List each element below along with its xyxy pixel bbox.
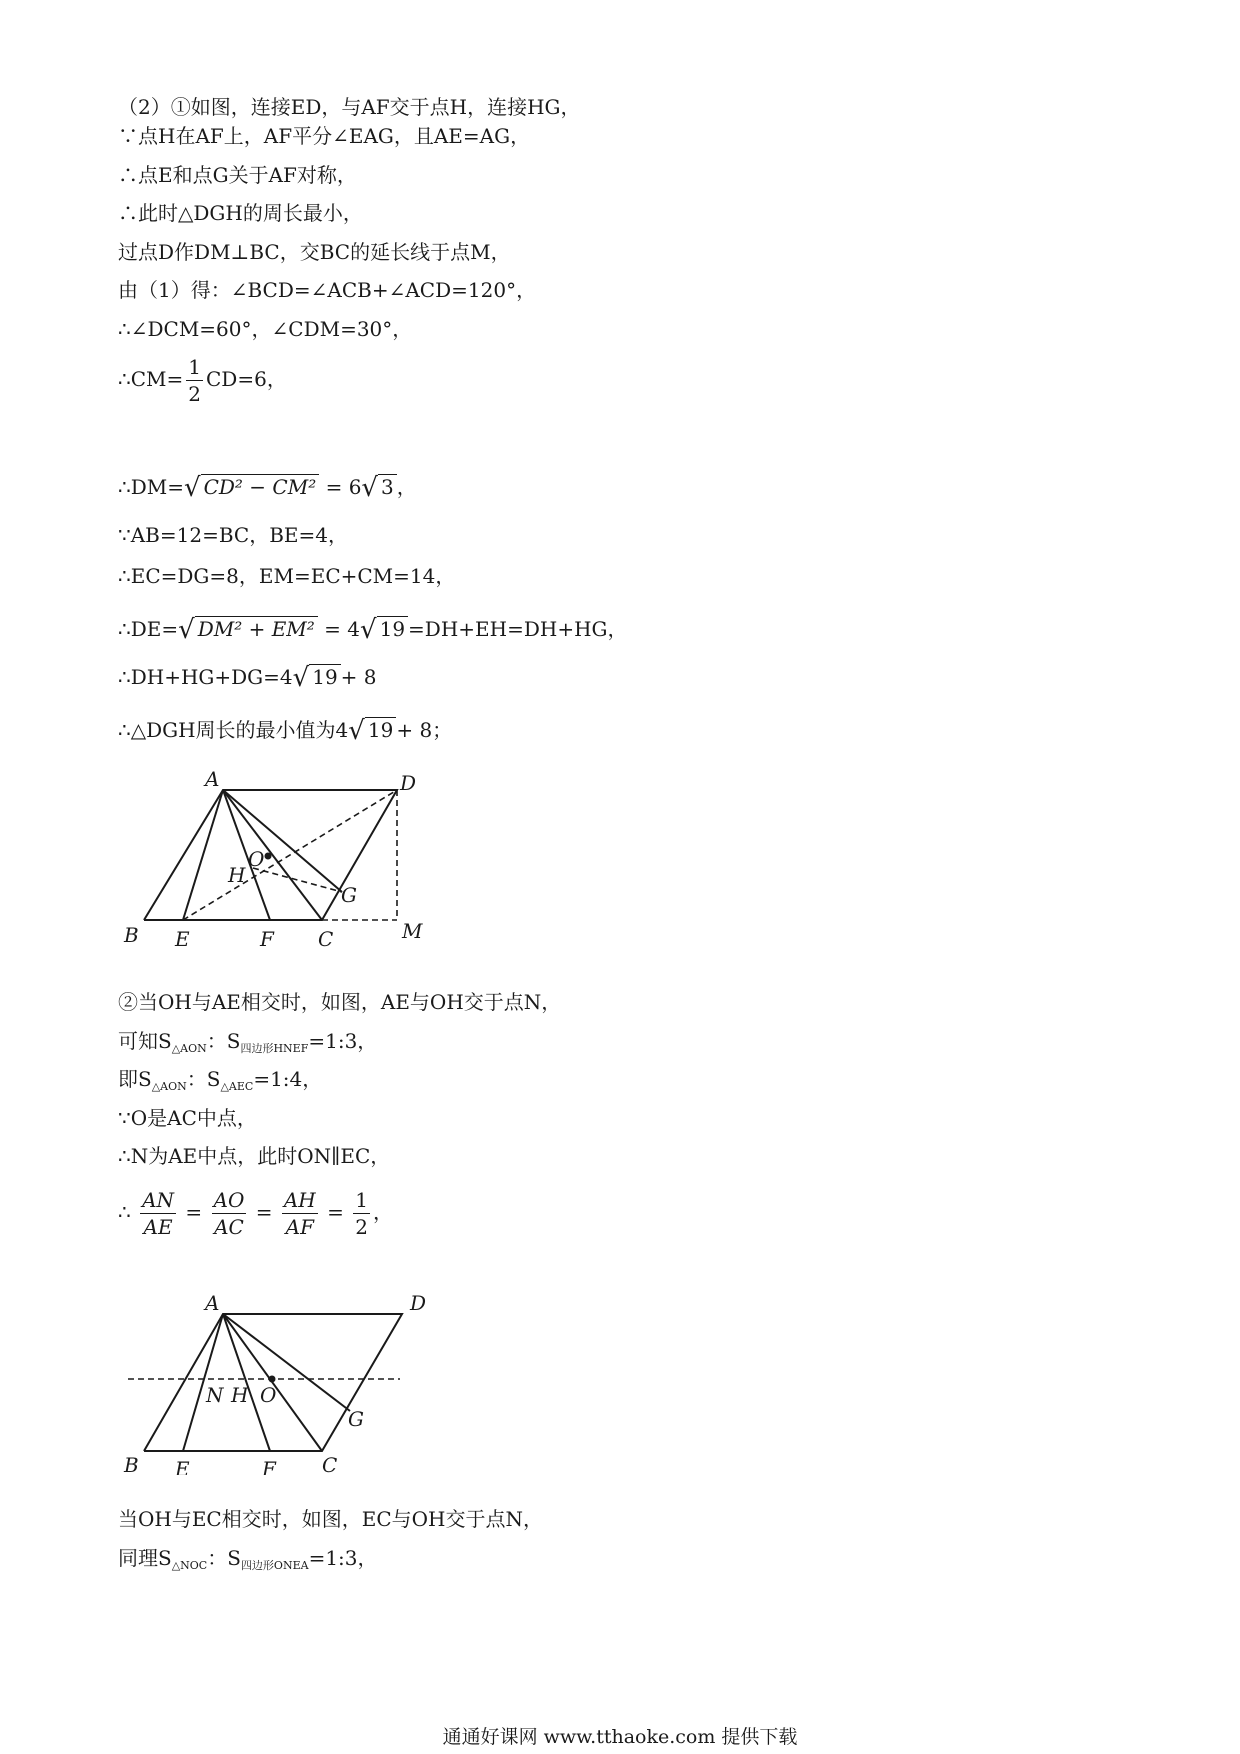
page-footer: 通通好课网 www.tthaoke.com 提供下载 (442, 1726, 798, 1748)
radicand: 19 (309, 664, 340, 689)
min-pre: ∴△DGH周长的最小值为4 (118, 718, 349, 742)
point-o (265, 853, 272, 860)
t: ：S (207, 1546, 241, 1570)
numerator: 1 (188, 355, 201, 379)
text-line: 当OH与EC相交时，如图，EC与OH交于点N， (118, 1507, 543, 1531)
min-value-line (118, 717, 452, 744)
min-post: + 8； (396, 718, 453, 742)
text-line: ∴EC=DG=8，EM=EC+CM=14， (118, 564, 456, 588)
label-d: D (410, 1291, 427, 1315)
fraction (186, 354, 203, 407)
de-formula (118, 616, 628, 643)
area-ratio-line (118, 1066, 322, 1096)
label-a: A (205, 767, 220, 791)
label-h: H (231, 1383, 249, 1407)
fraction (353, 1187, 370, 1240)
label-b: B (124, 1453, 139, 1475)
t: 可知S (118, 1029, 172, 1053)
area-ratio-line (118, 1028, 377, 1058)
point-o (269, 1376, 276, 1383)
numerator: AO (213, 1188, 245, 1212)
t: =1:4， (253, 1067, 323, 1091)
radical-sign: √ (292, 663, 310, 693)
text-line: ∴此时△DGH的周长最小， (118, 201, 363, 225)
label-c: C (322, 1453, 338, 1475)
denominator: 2 (355, 1215, 368, 1239)
label-f: F (260, 927, 274, 951)
dm-eq: = 6 (325, 475, 362, 499)
fraction (140, 1187, 176, 1240)
label-g: G (348, 1407, 364, 1431)
radicand: 3 (378, 474, 397, 499)
subscript: 四边形HNEF (240, 1042, 309, 1055)
numerator: AH (283, 1188, 316, 1212)
numerator: 1 (355, 1188, 368, 1212)
fraction (212, 1187, 247, 1240)
subscript: △AON (151, 1080, 187, 1093)
dm-pre: ∴DM= (118, 475, 184, 499)
text-line: ∴点E和点G关于AF对称， (118, 163, 357, 187)
segment-ae (183, 790, 223, 920)
radical-sign: √ (348, 716, 365, 746)
segment-ac (223, 790, 322, 920)
dm-formula (118, 474, 417, 501)
figure-2 (0, 1280, 1240, 1475)
t: =1:3， (308, 1546, 378, 1570)
sum-post: + 8 (340, 665, 377, 689)
text-line: ∴N为AE中点，此时ON∥EC， (118, 1144, 391, 1168)
label-n: N (206, 1383, 224, 1407)
t: ， (372, 1200, 393, 1224)
numerator: AN (142, 1188, 175, 1212)
label-f: F (262, 1457, 276, 1475)
text-line: 由（1）得：∠BCD=∠ACB+∠ACD=120°， (118, 278, 537, 302)
denominator: 2 (188, 382, 201, 406)
subscript: 四边形ONEA (240, 1559, 309, 1572)
denominator: AC (214, 1215, 244, 1239)
denominator: AE (143, 1215, 173, 1239)
text-line: ∵O是AC中点， (118, 1106, 257, 1130)
dm-post: ， (396, 475, 417, 499)
radicand: DM² + EM² (195, 616, 318, 641)
radical-sign: √ (361, 473, 378, 503)
label-d: D (400, 771, 417, 795)
t: ：S (186, 1067, 221, 1091)
de-eq: = 4 (324, 617, 361, 641)
label-b: B (124, 923, 139, 947)
t: =1:3， (308, 1029, 378, 1053)
label-o: O (260, 1383, 277, 1407)
radical-sign: √ (178, 615, 195, 645)
dashed-segment-ed (183, 790, 397, 920)
subscript: △AON (171, 1042, 207, 1055)
label-m: M (402, 919, 423, 943)
text-line: ∴∠DCM=60°，∠CDM=30°， (118, 317, 413, 341)
label-e: E (175, 1457, 190, 1475)
figure-1 (0, 760, 1240, 980)
t: 即S (118, 1067, 152, 1091)
t: ∴ (118, 1200, 131, 1224)
radicand: CD² − CM² (201, 474, 320, 499)
label-h: H (228, 863, 246, 887)
label-e: E (175, 927, 190, 951)
subscript: △AEC (220, 1080, 254, 1093)
radicand: 19 (377, 616, 408, 641)
denominator: AF (285, 1215, 314, 1239)
fraction (282, 1187, 318, 1240)
de-pre: ∴DE= (118, 617, 179, 641)
label-o: O (248, 847, 265, 871)
t: 同理S (118, 1546, 172, 1570)
cm-pre: ∴CM= (118, 367, 184, 391)
radicand: 19 (365, 717, 396, 742)
label-a: A (205, 1291, 220, 1315)
text-line: 过点D作DM⊥BC，交BC的延长线于点M， (118, 240, 511, 264)
area-ratio-line (118, 1545, 378, 1575)
text-line: ∵点H在AF上，AF平分∠EAG，且AE=AG， (118, 124, 531, 148)
t: ：S (206, 1029, 241, 1053)
cm-post: CD=6， (206, 367, 287, 391)
radical-sign: √ (184, 473, 201, 503)
text-line: （2）①如图，连接ED，与AF交于点H，连接HG， (118, 95, 581, 119)
text-line: ②当OH与AE相交时，如图，AE与OH交于点N， (118, 990, 562, 1014)
de-post: =DH+EH=DH+HG， (408, 617, 628, 641)
sum-formula (118, 664, 377, 691)
label-c: C (318, 927, 334, 951)
sum-pre: ∴DH+HG+DG=4 (118, 665, 293, 689)
ratio-formula: ∴ $\frac{AN}{AE}$ = $\frac{AO}{AC}$ = $\frac{AH}{AF}$ = $\frac{1}{2}$ ， (118, 1188, 393, 1239)
text-line: ∵AB=12=BC，BE=4， (118, 523, 348, 547)
radical-sign: √ (360, 615, 377, 645)
label-g: G (341, 883, 357, 907)
cm-formula (118, 354, 287, 407)
subscript: △NOC (171, 1559, 208, 1572)
